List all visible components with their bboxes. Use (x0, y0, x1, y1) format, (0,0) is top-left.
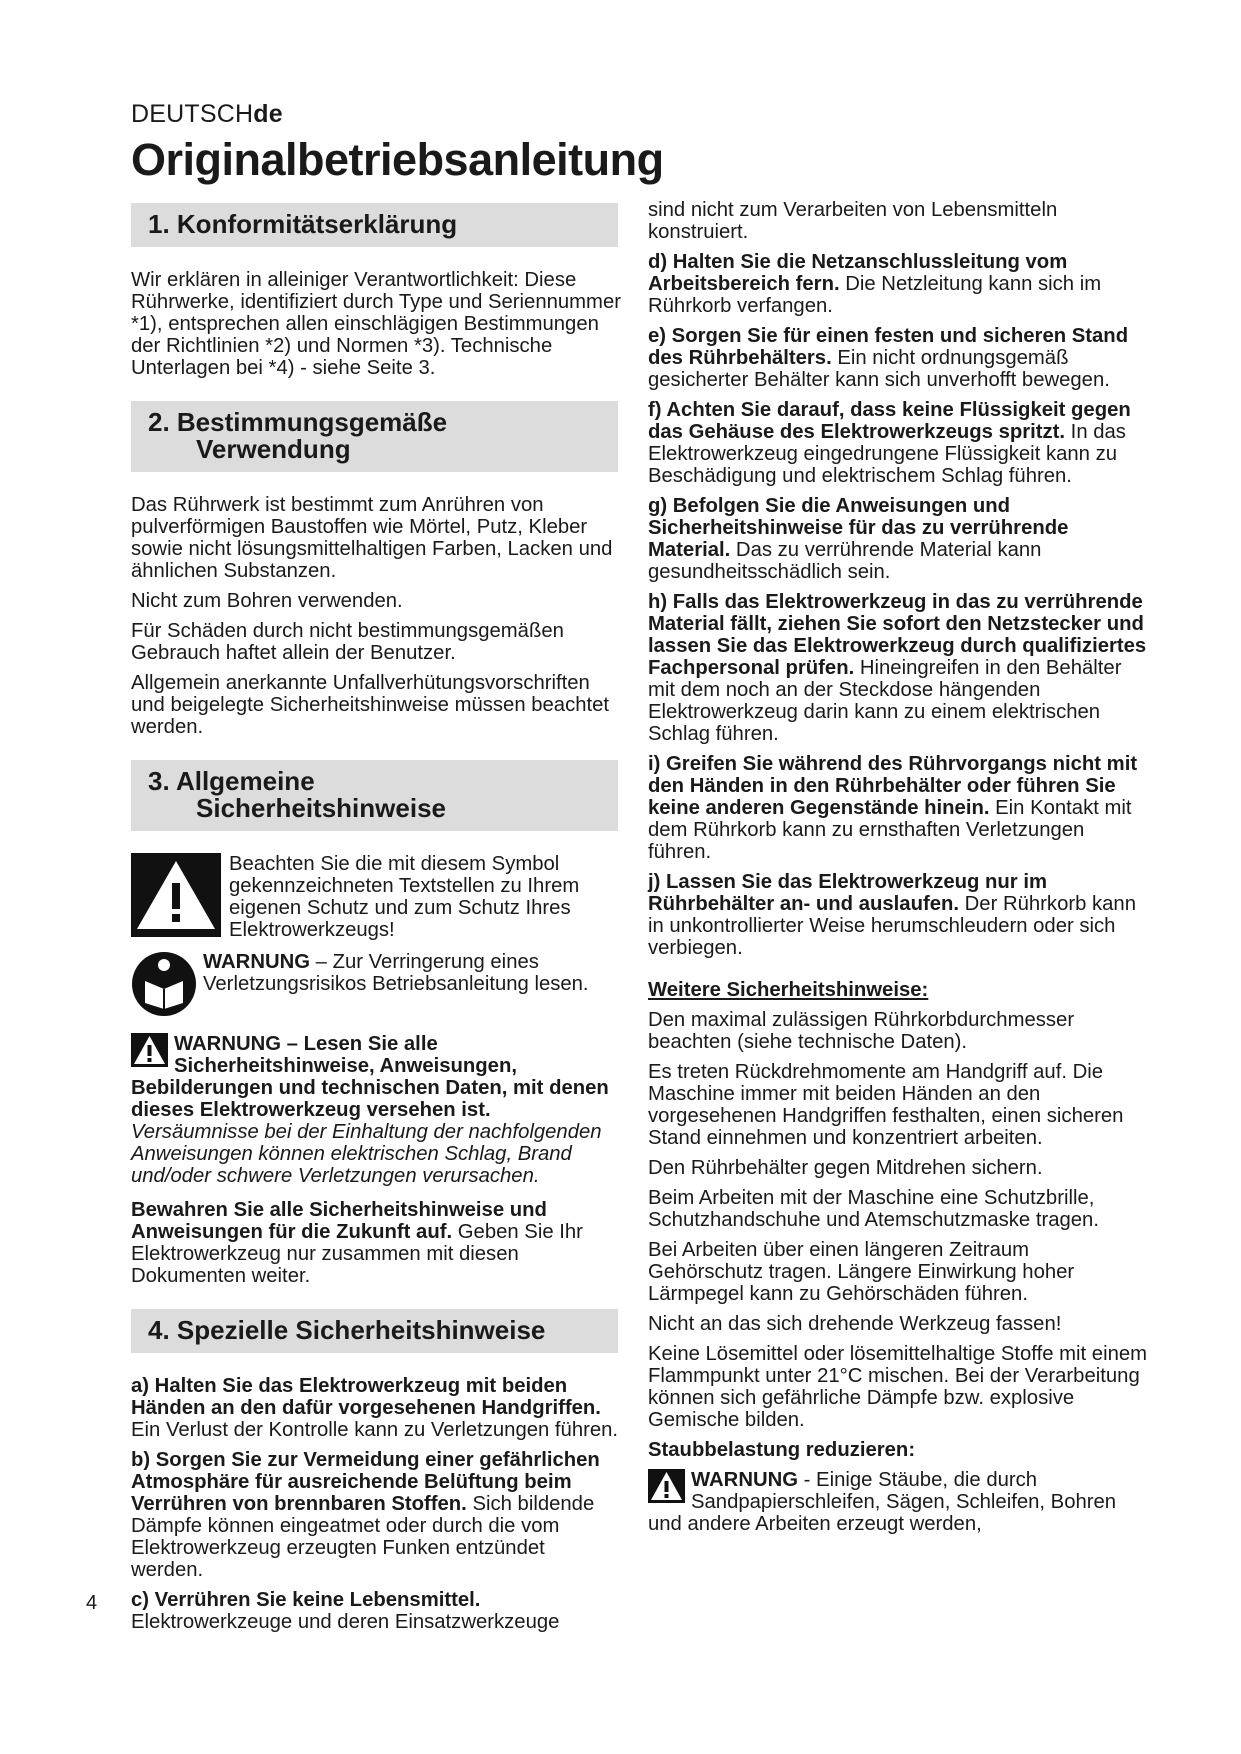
section-heading-1: 1. Konformitätserklärung (131, 203, 618, 247)
warning-italic-text: Versäumnisse bei der Einhaltung der nachfolgenden Anweisungen können elektrischen Schlag, Brand und/oder schwere Verletzungen verursachen. (131, 1121, 602, 1187)
instruction-d (648, 251, 1148, 317)
paragraph: Allgemein anerkannte Unfallverhütungsvorschriften und beigelegte Sicherheitshinweise müssen beachtet werden. (131, 672, 610, 738)
keep-text: Geben Sie Ihr Elektrowerkzeug nur zusammen mit diesen Dokumenten weiter. (131, 1221, 583, 1287)
instruction-text: Ein Kontakt mit dem Rührkorb kann zu ernsthaften Verletzungen führen. (648, 797, 1132, 863)
heading-line: 2. Bestimmungsgemäße (148, 407, 448, 437)
paragraph: Nicht zum Bohren verwenden. (131, 590, 403, 612)
heading-line: Verwendung (196, 434, 351, 464)
paragraph: Beim Arbeiten mit der Maschine eine Schutzbrille, Schutzhandschuhe und Atemschutzmaske tragen. (648, 1187, 1099, 1231)
further-safety-heading: Weitere Sicherheitshinweise: (648, 979, 929, 1001)
symbol-note: Beachten Sie die mit diesem Symbol gekennzeichneten Textstellen zu Ihrem eigenen Schutz und zum Schutz Ihres Elektrowerkzeugs! (229, 853, 580, 941)
paragraph: Bei Arbeiten über einen längeren Zeitraum Gehörschutz tragen. Längere Einwirkung hoher Lärmpegel kann zu Gehörschäden führen. (648, 1239, 1075, 1305)
warning-label: WARNUNG (691, 1469, 799, 1491)
instruction-bold: c) Verrühren Sie keine Lebensmittel. (131, 1589, 481, 1611)
instruction-bold: i) Greifen Sie während des Rührvorgangs nicht mit den Händen in den Rührbehälter oder führen Sie keine anderen Gegenstände hinein. (648, 753, 1138, 819)
keep-bold-text: Bewahren Sie alle Sicherheitshinweise und Anweisungen für die Zukunft auf. (131, 1199, 547, 1243)
instruction-bold: h) Falls das Elektrowerkzeug in das zu verrührende Material fällt, ziehen Sie sofort den Netzstecker und lassen Sie das Elektrowerkzeug durch qualifiziertes Fachpersonal prüfen. (648, 591, 1147, 679)
dust-warning (648, 1469, 1148, 1535)
warning-text: – Zur Verringerung eines Verletzungsrisikos Betriebsanleitung lesen. (203, 951, 589, 995)
dust-heading: Staubbelastung reduzieren: (648, 1439, 916, 1461)
instruction-bold: e) Sorgen Sie für einen festen und sicheren Stand des Rührbehälters. (648, 325, 1129, 369)
warning-bold-text: WARNUNG – Lesen Sie alle Sicherheitshinweise, Anweisungen, Bebilderungen und technischen Daten, mit denen dieses Elektrowerkzeug versehen ist. (131, 1033, 609, 1121)
instruction-h (648, 591, 1148, 745)
warning-triangle-icon (648, 1469, 685, 1503)
section-heading-4: 4. Spezielle Sicherheitshinweise (131, 1309, 618, 1353)
instruction-bold: a) Halten Sie das Elektrowerkzeug mit beiden Händen an den dafür vorgesehenen Handgriffen. (131, 1375, 601, 1419)
instruction-bold: f) Achten Sie darauf, dass keine Flüssigkeit gegen das Gehäuse des Elektrowerkzeugs spritzt. (648, 399, 1131, 443)
general-warning (131, 1033, 621, 1187)
keep-instructions (131, 1199, 621, 1287)
warning-label: WARNUNG (203, 951, 311, 973)
instruction-text: Der Rührkorb kann in unkontrollierter Weise herumschleudern oder sich verbiegen. (648, 893, 1136, 959)
instruction-g (648, 495, 1148, 583)
instruction-bold: g) Befolgen Sie die Anweisungen und Sicherheitshinweise für das zu verrührende Material. (648, 495, 1069, 561)
instruction-j (648, 871, 1148, 959)
instruction-f (648, 399, 1148, 487)
conformity-text: Wir erklären in alleiniger Verantwortlichkeit: Diese Rührwerke, identifiziert durch Type und Seriennummer *1), entsprechen allen einschlägigen Bestimmungen der Richtlinien *2) und Normen *3). Technische Unterlagen bei *4) - siehe Seite 3. (131, 269, 621, 379)
instruction-c-continued: sind nicht zum Verarbeiten von Lebensmitteln konstruiert. (648, 199, 1058, 243)
instruction-a (131, 1375, 621, 1441)
paragraph: Nicht an das sich drehende Werkzeug fassen! (648, 1313, 1062, 1335)
symbol-note-row (131, 853, 621, 941)
instruction-bold: j) Lassen Sie das Elektrowerkzeug nur im Rührbehälter an- und auslaufen. (648, 871, 1047, 915)
left-column (131, 203, 621, 1641)
instruction-text: Ein Verlust der Kontrolle kann zu Verletzungen führen. (131, 1419, 619, 1441)
instruction-b (131, 1449, 621, 1581)
instruction-text: In das Elektrowerkzeug eingedrungene Flüssigkeit kann zu Beschädigung und elektrischem Schlag führen. (648, 421, 1126, 487)
paragraph: Den maximal zulässigen Rührkorbdurchmesser beachten (siehe technische Daten). (648, 1009, 1075, 1053)
paragraph: Für Schäden durch nicht bestimmungsgemäßen Gebrauch haftet allein der Benutzer. (131, 620, 564, 664)
paragraph: Es treten Rückdrehmomente am Handgriff auf. Die Maschine immer mit beiden Händen an den vorgesehenen Handgriffen festhalten, einen sicheren Stand einnehmen und konzentriert arbeiten. (648, 1061, 1124, 1149)
paragraph: Den Rührbehälter gegen Mitdrehen sichern. (648, 1157, 1043, 1179)
language-code: de (253, 100, 283, 128)
instruction-text: Das zu verrührende Material kann gesundheitsschädlich sein. (648, 539, 1042, 583)
language-name: DEUTSCH (131, 100, 254, 128)
section-heading-2 (131, 401, 618, 472)
instruction-text: Hineingreifen in den Behälter mit dem noch an der Steckdose hängenden Elektrowerkzeug darin kann zu einem elektrischen Schlag führen. (648, 657, 1122, 745)
paragraph: Das Rührwerk ist bestimmt zum Anrühren von pulverförmigen Baustoffen wie Mörtel, Putz, Kleber sowie nicht lösungsmittelhaltigen Farben, Lacken und ähnlichen Substanzen. (131, 494, 613, 582)
read-manual-icon (131, 951, 197, 1017)
page-title: Originalbetriebsanleitung (131, 134, 664, 185)
instruction-text: Sich bildende Dämpfe können eingeatmet oder durch die vom Elektrowerkzeug erzeugten Funken entzündet werden. (131, 1493, 595, 1581)
heading-line: 3. Allgemeine (148, 766, 315, 796)
warning-triangle-icon (131, 1033, 168, 1067)
warning-triangle-icon (131, 853, 221, 937)
heading-line: Sicherheitshinweise (196, 793, 446, 823)
page-number: 4 (86, 1592, 98, 1614)
paragraph: Keine Lösemittel oder lösemittelhaltige Stoffe mit einem Flammpunkt unter 21°C mischen. Bei der Verarbeitung können sich gefährliche Dämpfe bzw. explosive Gemische bilden. (648, 1343, 1148, 1431)
right-column (648, 199, 1148, 1543)
instruction-text: Elektrowerkzeuge und deren Einsatzwerkzeuge (131, 1611, 560, 1633)
instruction-text: Die Netzleitung kann sich im Rührkorb verfangen. (648, 273, 1102, 317)
warning-text: - Einige Stäube, die durch Sandpapierschleifen, Sägen, Schleifen, Bohren und andere Arbeiten erzeugt werden, (648, 1469, 1117, 1535)
instruction-text: Ein nicht ordnungsgemäß gesicherter Behälter kann sich unverhofft bewegen. (648, 347, 1110, 391)
language-label (131, 100, 283, 129)
instruction-e (648, 325, 1148, 391)
instruction-i (648, 753, 1148, 863)
manual-warning-row (131, 951, 621, 1017)
section-heading-3 (131, 760, 618, 831)
instruction-bold: b) Sorgen Sie zur Vermeidung einer gefährlichen Atmosphäre für ausreichende Belüftung beim Verrühren von brennbaren Stoffen. (131, 1449, 600, 1515)
instruction-c (131, 1589, 621, 1633)
instruction-bold: d) Halten Sie die Netzanschlussleitung vom Arbeitsbereich fern. (648, 251, 1068, 295)
manual-warning-text (203, 951, 621, 995)
